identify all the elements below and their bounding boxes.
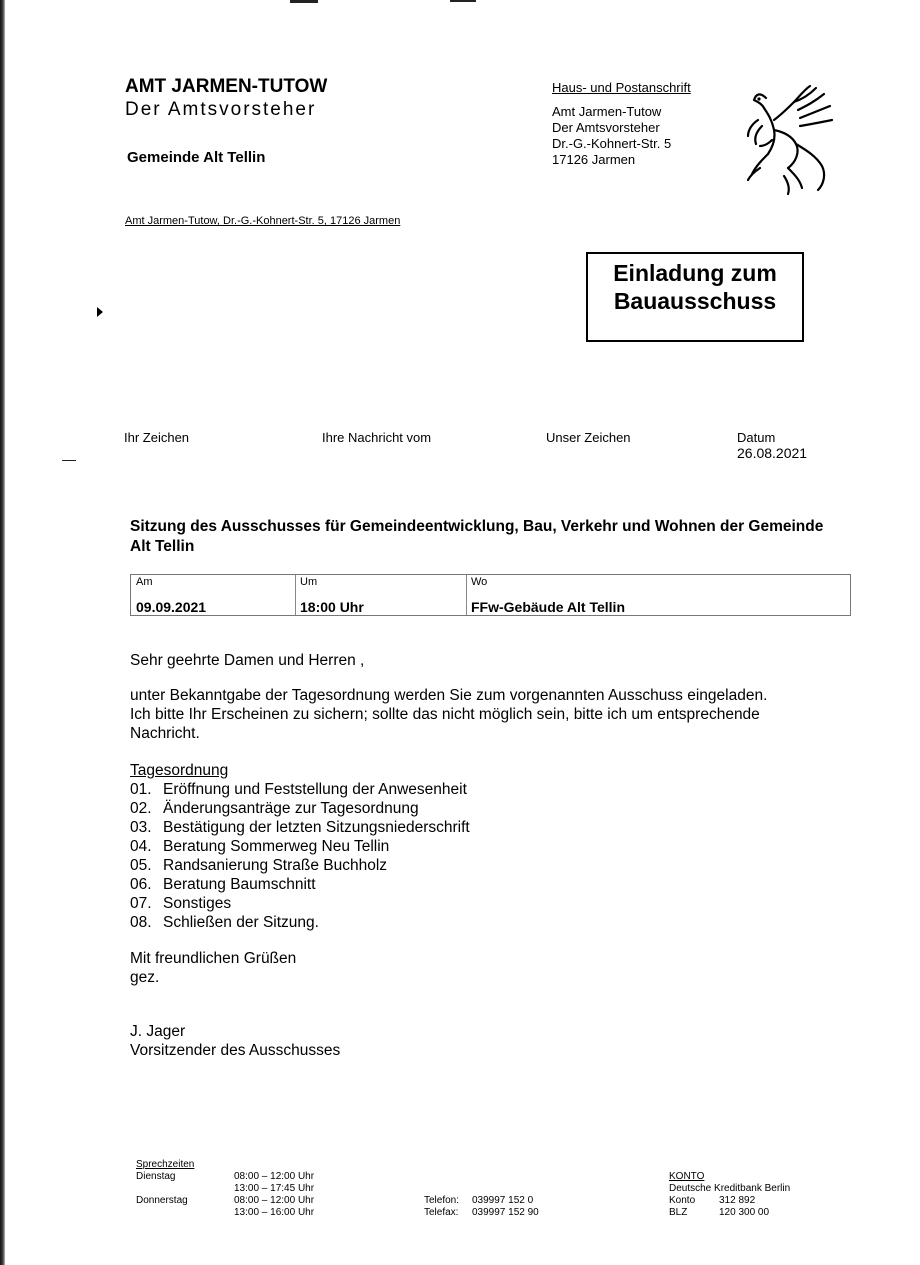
postal-address-line: Amt Jarmen-Tutow (552, 104, 662, 119)
office-hours-time: 08:00 – 12:00 Uhr (234, 1195, 315, 1206)
bank-name: Deutsche Kreditbank Berlin (669, 1183, 791, 1194)
scan-dash-top (450, 0, 476, 2)
agenda-item: 06. Beratung Baumschnitt (130, 876, 316, 893)
fax-label: Telefax: (424, 1207, 459, 1218)
punch-mark-icon (97, 307, 103, 317)
invitation-title-line: Einladung zum (613, 260, 777, 286)
org-name: AMT JARMEN-TUTOW (125, 76, 328, 97)
agenda-title: Tagesordnung (130, 762, 229, 779)
meeting-date-label: Am (136, 576, 153, 588)
table-divider (295, 575, 296, 615)
greeting: Sehr geehrte Damen und Herren , (130, 652, 365, 669)
office-hours-title: Sprechzeiten (136, 1159, 195, 1170)
agenda-item: 04. Beratung Sommerweg Neu Tellin (130, 838, 390, 855)
phone-label: Telefon: (424, 1195, 460, 1206)
blz-label: BLZ (669, 1207, 688, 1218)
meeting-time-label: Um (300, 576, 318, 588)
body-line: unter Bekanntgabe der Tagesordnung werden Sie zum vorgenannten Ausschuss eingeladen. (130, 687, 768, 704)
agenda-item: 01. Eröffnung und Feststellung der Anwesenheit (130, 781, 467, 798)
account-label: Konto (669, 1195, 696, 1206)
closing-gez: gez. (130, 969, 160, 986)
body-paragraph (130, 686, 767, 743)
office-hours-time: 13:00 – 17:45 Uhr (234, 1183, 315, 1194)
body-line: Ich bitte Ihr Erscheinen zu sichern; sollte das nicht möglich sein, bitte ich um entsprechende (130, 706, 760, 723)
postal-address-line: Dr.-G.-Kohnert-Str. 5 (552, 136, 672, 151)
signer-name: J. Jager (130, 1023, 186, 1040)
meeting-date: 09.09.2021 (136, 599, 207, 615)
account-number: 312 892 (719, 1195, 756, 1206)
postal-address-heading: Haus- und Postanschrift (552, 80, 691, 95)
office-hours-time: 08:00 – 12:00 Uhr (234, 1171, 315, 1182)
postal-address-line: Der Amtsvorsteher (552, 120, 660, 135)
ihre-nachricht-label: Ihre Nachricht vom (322, 430, 432, 445)
signer-role: Vorsitzender des Ausschusses (130, 1042, 341, 1059)
postal-address (552, 104, 671, 168)
agenda-item: 03. Bestätigung der letzten Sitzungsniederschrift (130, 819, 470, 836)
agenda-item: 08. Schließen der Sitzung. (130, 914, 319, 931)
fax-number: 039997 152 90 (472, 1207, 539, 1218)
invitation-title (588, 259, 802, 315)
letter-date: 26.08.2021 (737, 445, 808, 461)
agenda-list (130, 780, 470, 932)
griffin-crest-icon (738, 80, 838, 200)
meeting-time: 18:00 Uhr (300, 599, 364, 615)
scan-dash-left (62, 460, 76, 461)
agenda-item: 07. Sonstiges (130, 895, 232, 912)
bank-title: KONTO (669, 1171, 705, 1182)
org-role: Der Amtsvorsteher (125, 99, 317, 120)
meeting-place-label: Wo (471, 576, 488, 588)
agenda-item: 02. Änderungsanträge zur Tagesordnung (130, 800, 419, 817)
ihr-zeichen-label: Ihr Zeichen (124, 430, 190, 445)
office-hours-time: 13:00 – 16:00 Uhr (234, 1207, 315, 1218)
table-divider (466, 575, 467, 615)
office-hours-day: Donnerstag (136, 1195, 188, 1206)
office-hours-day: Dienstag (136, 1171, 176, 1182)
agenda-item: 05. Randsanierung Straße Buchholz (130, 857, 388, 874)
meeting-place: FFw-Gebäude Alt Tellin (471, 599, 625, 615)
municipality-name: Gemeinde Alt Tellin (127, 149, 266, 166)
meeting-table (130, 574, 851, 616)
blz-number: 120 300 00 (719, 1207, 770, 1218)
sender-return-address: Amt Jarmen-Tutow, Dr.-G.-Kohnert-Str. 5, 17126 Jarmen (125, 215, 401, 227)
phone-number: 039997 152 0 (472, 1195, 534, 1206)
closing-regards: Mit freundlichen Grüßen (130, 950, 297, 967)
postal-address-line: 17126 Jarmen (552, 152, 636, 167)
subject: Sitzung des Ausschusses für Gemeindeentwicklung, Bau, Verkehr und Wohnen der Gemeinde Alt Tellin (130, 518, 824, 555)
datum-label: Datum (737, 430, 776, 445)
body-line: Nachricht. (130, 725, 200, 742)
unser-zeichen-label: Unser Zeichen (546, 430, 631, 445)
scan-edge (0, 0, 5, 1265)
invitation-title-line: Bauausschuss (613, 288, 777, 314)
scan-dash-top (290, 0, 318, 3)
